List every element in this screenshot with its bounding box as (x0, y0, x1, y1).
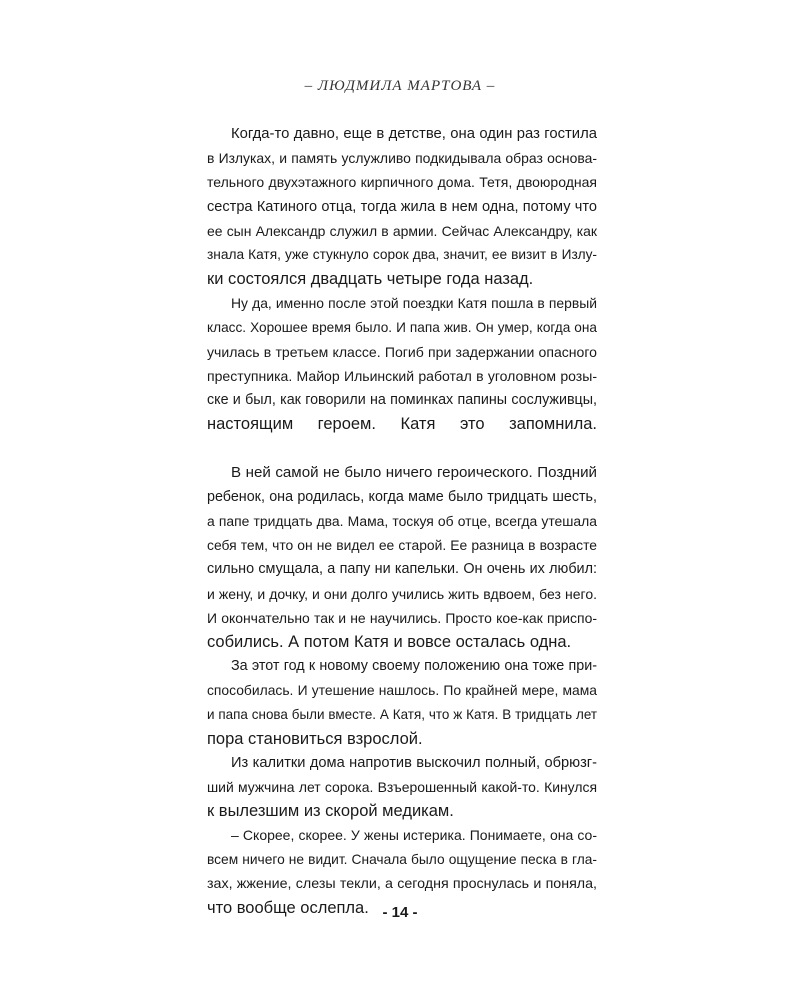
text-line: способилась. И утешение нашлось. По крайней мере, мама (207, 682, 597, 699)
text-line: собились. А потом Катя и вовсе осталась одна. (207, 632, 572, 651)
running-header: – ЛЮДМИЛА МАРТОВА – (304, 78, 496, 94)
text-line: ший мужчина лет сорока. Взъерошенный какой-то. Кинулся (207, 779, 597, 796)
text-line: к вылезшим из скорой медикам. (207, 802, 454, 821)
text-line: Когда-то давно, еще в детстве, она один раз гостила (231, 126, 597, 142)
text-line: что вообще ослепла. (207, 899, 369, 917)
text-line: сестра Катиного отца, тогда жила в нем одна, потому что (207, 198, 597, 215)
text-line: пора становиться взрослой. (207, 729, 423, 748)
text-line: В ней самой не было ничего героического. Поздний (231, 463, 597, 481)
text-line: ребенок, она родилась, когда маме было тридцать шесть, (207, 488, 597, 505)
paragraph (207, 291, 597, 460)
text-line: Ну да, именно после этой поездки Катя пошла в первый (231, 295, 597, 312)
text-line: класс. Хорошее время было. И папа жив. Он умер, когда она (207, 319, 597, 335)
body-text (207, 122, 597, 920)
text-line: И окончательно так и не научились. Просто кое-как приспо- (207, 609, 597, 626)
text-line (207, 436, 597, 460)
text-line: За этот год к новому своему положению она тоже при- (231, 658, 597, 675)
text-line: ки состоялся двадцать четыре года назад. (207, 270, 534, 289)
text-line: настоящим героем. Катя это запомнила. (207, 415, 597, 434)
page-number: - 14 - (382, 904, 418, 921)
paragraph (207, 461, 597, 655)
paragraph (207, 751, 597, 824)
text-line: и папа снова были вместе. А Катя, что ж Катя. В тридцать лет (207, 706, 597, 722)
text-line: – Скорее, скорее. У жены истерика. Понимаете, она со- (231, 827, 597, 844)
paragraph (207, 654, 597, 751)
text-line: ске и был, как говорили на поминках папины сослуживцы, (207, 392, 597, 409)
text-line: сильно смущала, а папу ни капельки. Он очень их любил: (207, 561, 597, 578)
text-line: всем ничего не видит. Сначала было ощущение песка в гла- (207, 851, 597, 867)
text-line: ее сын Александр служил в армии. Сейчас Александру, как (207, 222, 597, 239)
text-line: тельного двухэтажного кирпичного дома. Тетя, двоюродная (207, 174, 597, 191)
text-line: в Излуках, и память услужливо подкидывала образ основа- (207, 150, 597, 167)
text-line: училась в третьем классе. Погиб при задержании опасного (207, 343, 597, 360)
paragraph (207, 122, 597, 291)
text-line: а папе тридцать два. Мама, тоскуя об отце, всегда утешала (207, 513, 597, 529)
text-line: Из калитки дома напротив выскочил полный, обрюзг- (231, 754, 597, 771)
text-line: знала Катя, уже стукнуло сорок два, значит, ее визит в Излу- (207, 246, 597, 262)
text-line: и жену, и дочку, и они долго учились жить вдвоем, без него. (207, 585, 597, 602)
text-line: зах, жжение, слезы текли, а сегодня проснулась и поняла, (207, 875, 597, 892)
text-line: преступника. Майор Ильинский работал в уголовном розы- (207, 367, 597, 384)
text-line: себя тем, что он не видел ее старой. Ее разница в возрасте (207, 537, 597, 554)
